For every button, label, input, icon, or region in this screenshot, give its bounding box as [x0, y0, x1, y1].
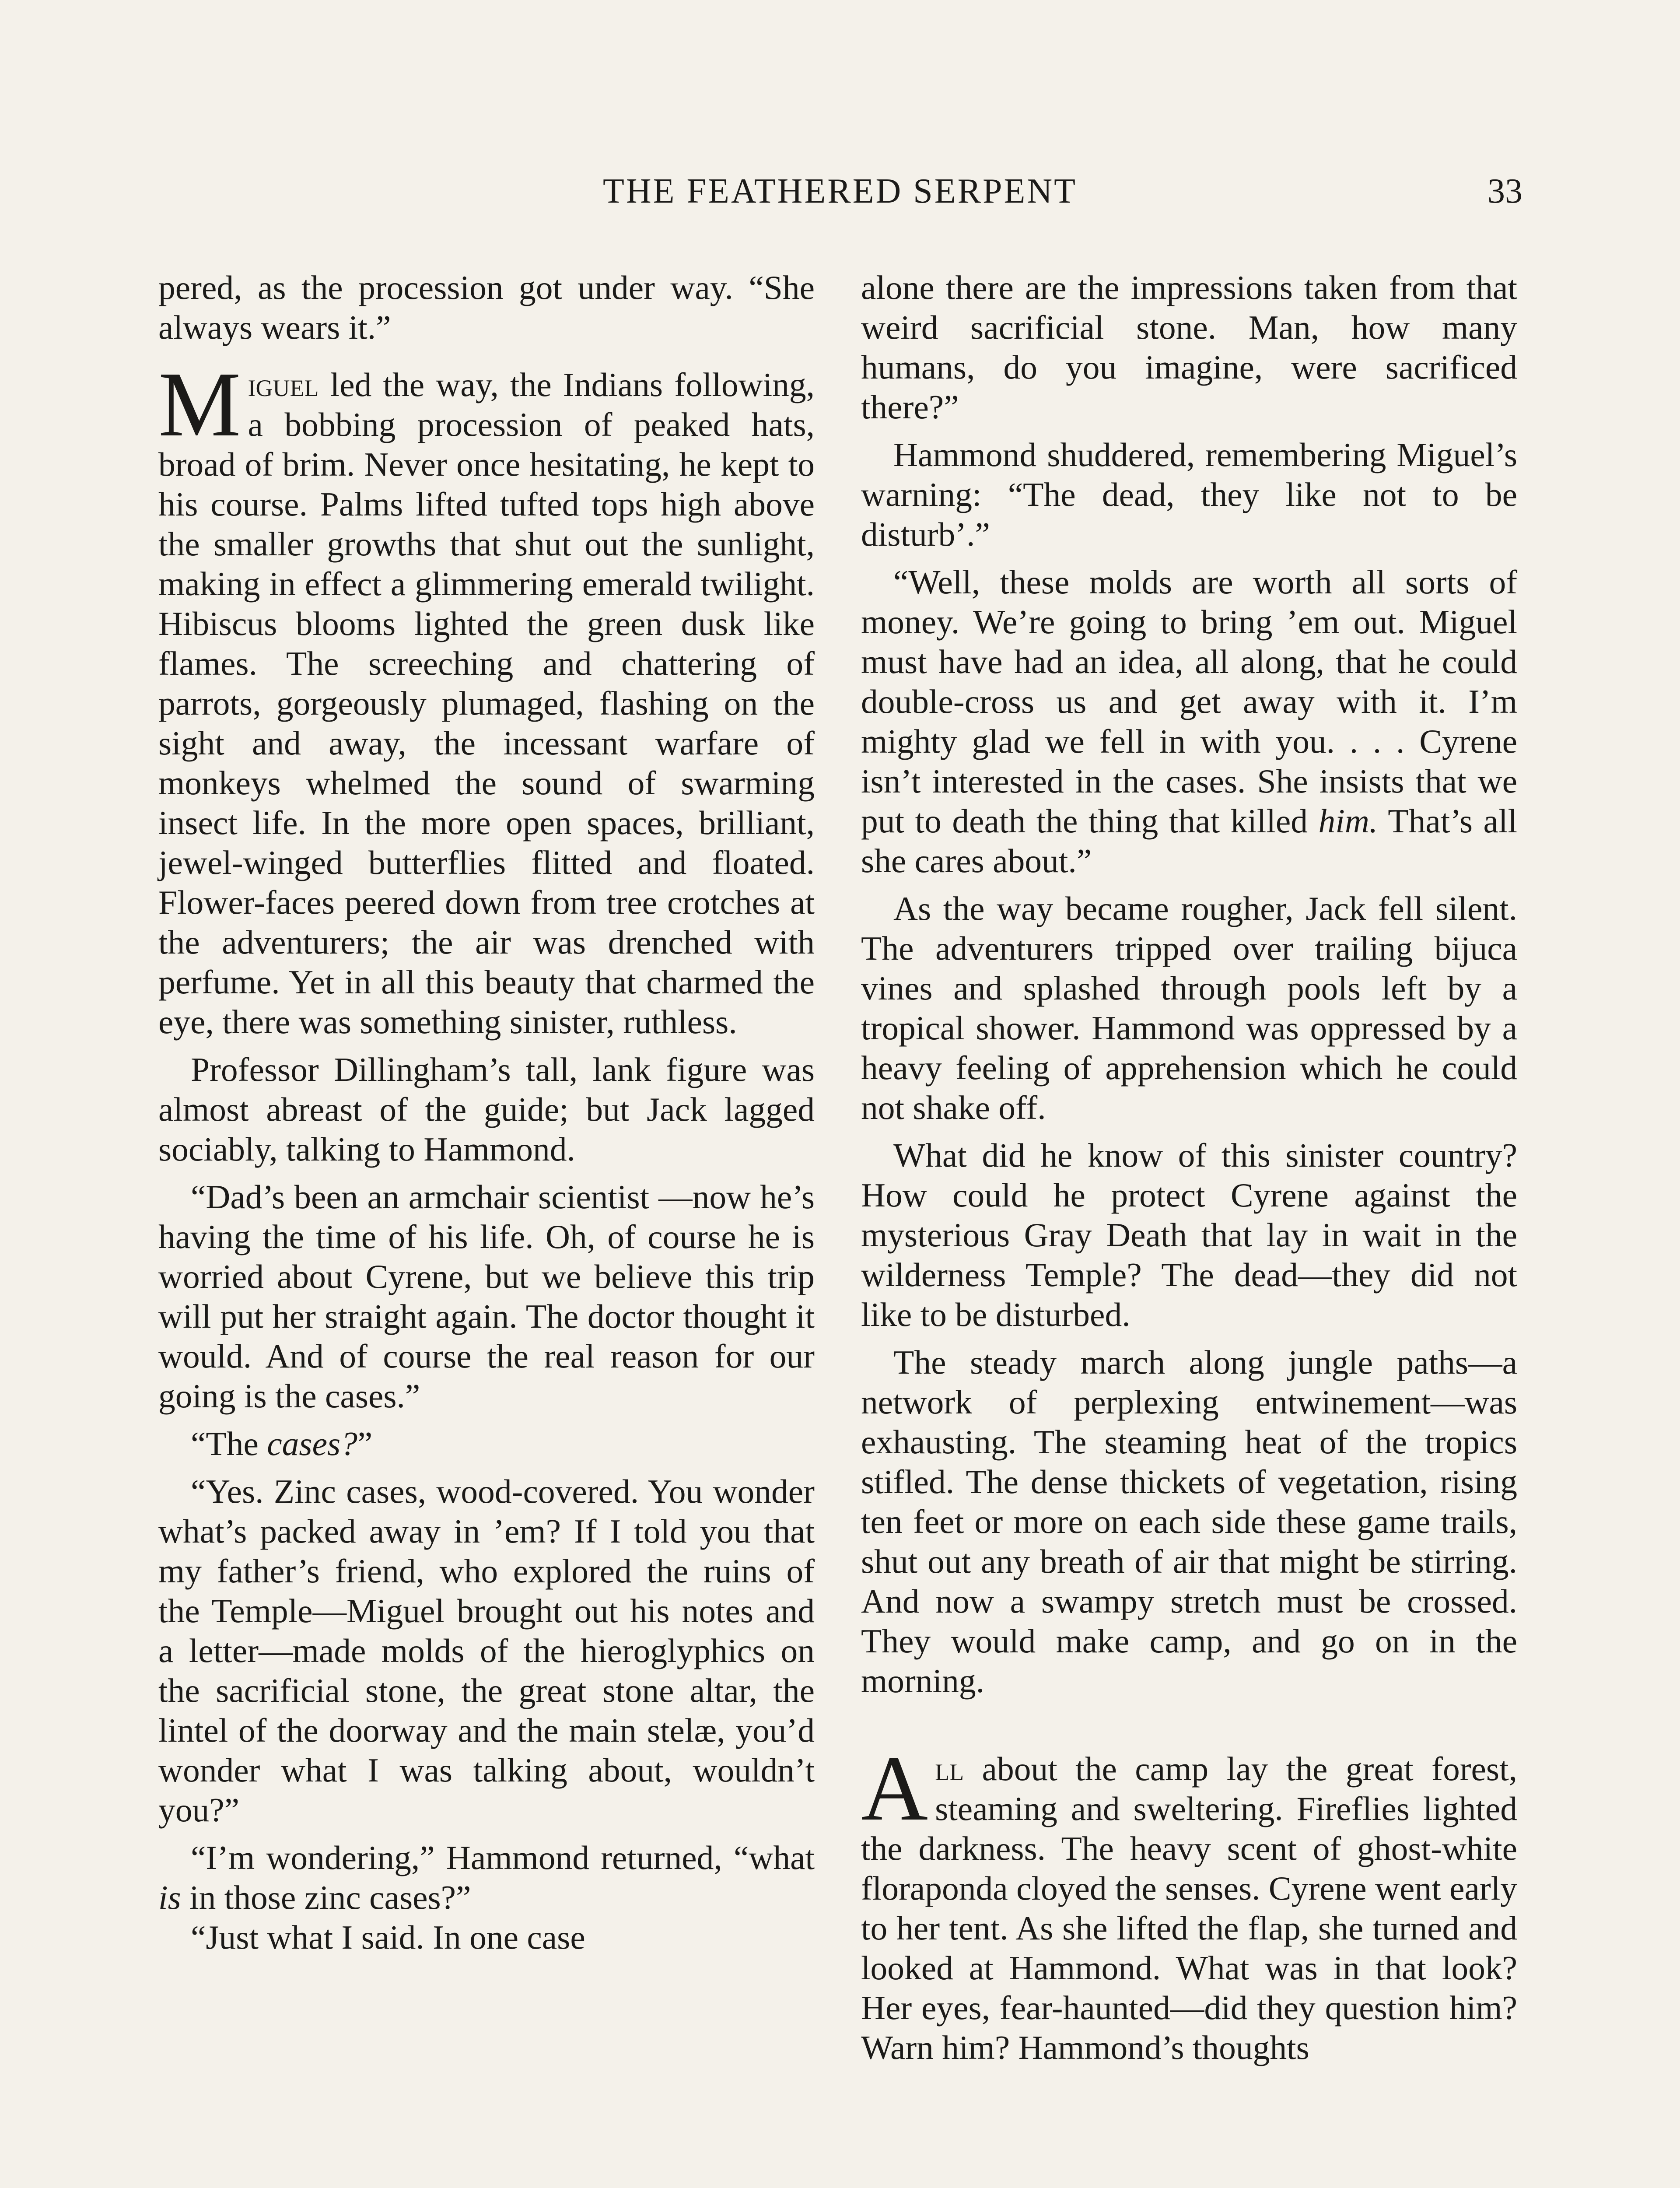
paragraph-text: led the way, the Indians following, a bobbing procession of peaked hats, broad of brim. Never once hesitating, he kept to his course. Palms lifted tufted tops high above the smaller growths that shut out the sunlight, making in effect a glimmering emerald twilight. Hibiscus blooms lighted the green dusk like flames. The screeching and chattering of parrots, gorgeously plumaged, flashing on the sight and away, the incessant warfare of monkeys whelmed the sound of swarming insect life. In the more open spaces, brilliant, jewel-winged butterflies flitted and floated. Flower-faces peered down from tree crotches at the adventurers; the air was drenched with perfume. Yet in all this beauty that charmed the eye, there was something sinister, ruthless.: [158, 366, 815, 1041]
small-caps-lead: iguel: [248, 366, 319, 403]
paragraph: [158, 1838, 815, 1918]
italic-text: is: [158, 1879, 181, 1916]
right-column: [861, 268, 1517, 2068]
paragraph-dropcap: [158, 353, 815, 1042]
text-run: in those zinc cases?”: [181, 1879, 471, 1916]
paragraph: As the way became rougher, Jack fell silent. The adventurers tripped over trailing bijuca vines and splashed through pools left by a tropical shower. Hammond was oppressed by a heavy feeling of apprehension which he could not shake off.: [861, 890, 1517, 1126]
paragraph: alone there are the impressions taken from that weird sacrificial stone. Man, how many humans, do you imagine, were sacrificed there?”: [861, 269, 1517, 426]
paragraph: Professor Dillingham’s tall, lank figure was almost abreast of the guide; but Jack lagged sociably, talking to Hammond.: [158, 1051, 815, 1168]
paragraph: Hammond shuddered, remembering Miguel’s warning: “The dead, they like not to be disturb’.”: [861, 436, 1517, 553]
page-header: [158, 167, 1522, 215]
text-run: That’s all she cares about.”: [861, 802, 1518, 880]
text-run: “The: [191, 1425, 267, 1462]
paragraph: pered, as the procession got under way. “She always wears it.”: [158, 269, 815, 346]
paragraph: [861, 562, 1517, 881]
text-run: “Well, these molds are worth all sorts of money. We’re going to bring ’em out. Miguel must have had an idea, all along, that he could double-cross us and get away with it. I’m mighty glad we fell in with you. . . . Cyrene isn’t interested in the cases. She insists that we put to death the thing that killed: [861, 563, 1517, 840]
paragraph-dropcap: [861, 1737, 1517, 2068]
paragraph: What did he know of this sinister country? How could he protect Cyrene against the mysterious Gray Death that lay in wait in the wilderness Temple? The dead—they did not like to be disturbed.: [861, 1136, 1517, 1333]
left-column: [158, 268, 815, 1957]
page-number: 33: [1488, 172, 1522, 210]
paragraph: [158, 1424, 815, 1464]
paragraph-text: about the camp lay the great forest, steaming and sweltering. Fireflies lighted the darkness. The heavy scent of ghost-white floraponda cloyed the senses. Cyrene went early to her tent. As she lifted the flap, she turned and looked at Hammond. What was in that look? Her eyes, fear-haunted—did they question him? Warn him? Hammond’s thoughts: [861, 1750, 1517, 2066]
paragraph: “Dad’s been an armchair scientist —now he’s having the time of his life. Oh, of course he is worried about Cyrene, but we believe this trip will put her straight again. The doctor thought it would. And of course the real reason for our going is the cases.”: [158, 1178, 815, 1415]
running-head: THE FEATHERED SERPENT: [603, 172, 1077, 210]
small-caps-lead: ll: [935, 1750, 964, 1788]
text-run: ”: [357, 1425, 373, 1462]
italic-text: him.: [1318, 802, 1378, 840]
drop-cap: M: [158, 353, 241, 456]
paragraph: “Yes. Zinc cases, wood-covered. You wonder what’s packed away in ’em? If I told you that my father’s friend, who explored the ruins of the Temple—Miguel brought out his notes and a letter—made molds of the hieroglyphics on the sacrificial stone, the great stone altar, the lintel of the doorway and the main stelæ, you’d wonder what I was talking about, wouldn’t you?”: [158, 1473, 815, 1829]
text-run: “I’m wondering,” Hammond returned, “what: [191, 1839, 815, 1876]
drop-cap: A: [861, 1737, 928, 1840]
paragraph: “Just what I said. In one case: [191, 1918, 585, 1956]
paragraph: The steady march along jungle paths—a network of perplexing entwinement—was exhausting. The steaming heat of the tropics stifled. The dense thickets of vegetation, rising ten feet or more on each side these game trails, shut out any breath of air that might be stirring. And now a swampy stretch must be crossed. They would make camp, and go on in the morning.: [861, 1343, 1517, 1700]
italic-text: cases?: [267, 1425, 357, 1462]
